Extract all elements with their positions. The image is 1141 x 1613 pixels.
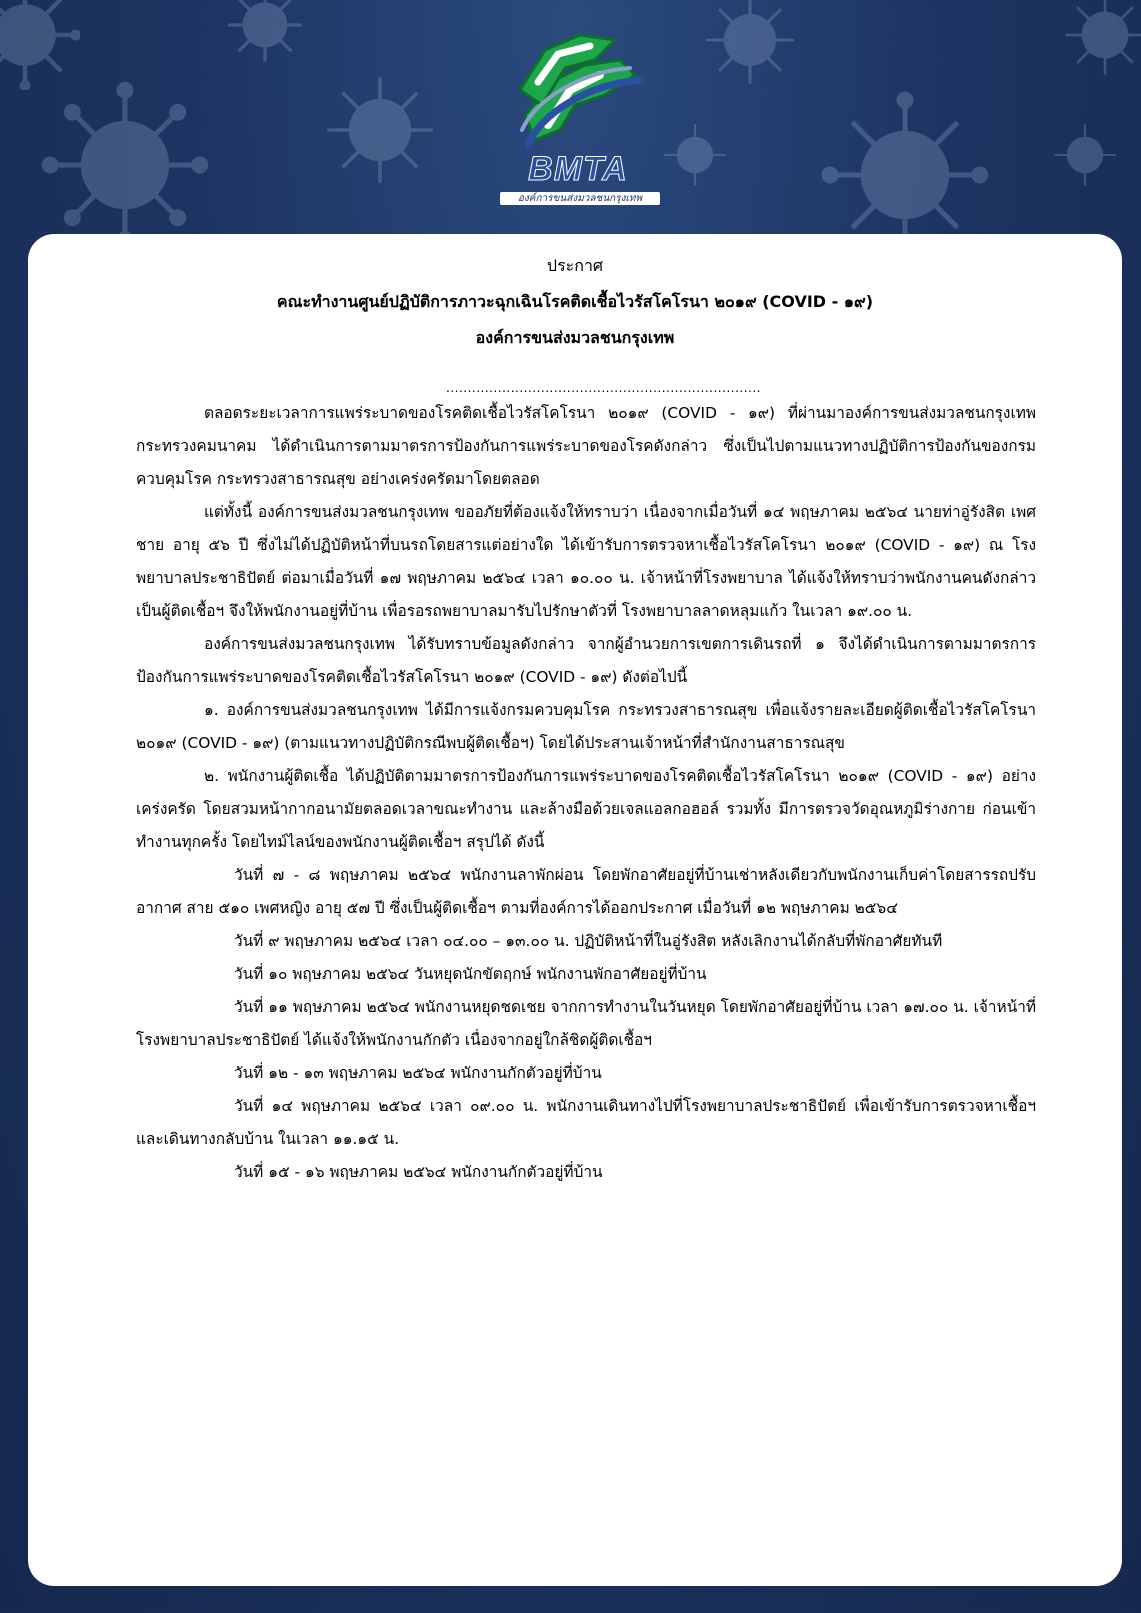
virus-illustration	[1060, 0, 1141, 80]
timeline-entry: วันที่ ๑๐ พฤษภาคม ๒๕๖๔ วันหยุดนักขัตฤกษ์ พนักงานพักอาศัยอยู่ที่บ้าน	[234, 965, 707, 983]
body-paragraph: แต่ทั้งนี้ องค์การขนส่งมวลชนกรุงเทพ ขออภัยที่ต้องแจ้งให้ทราบว่า เนื่องจากเมื่อวันที่ ๑๔ พฤษภาคม ๒๕๖๔ นายท่าอู่รังสิต เพศชาย อายุ ๕๖ ปี ซึ่งไม่ได้ปฏิบัติหน้าที่บนรถโดยสารแต่อย่างใด ได้เข้ารับการตรวจหาเชื้อไวรัสโคโรนา ๒๐๑๙ (COVID - ๑๙) ณ โรงพยาบาลประชาธิปัตย์ ต่อมาเมื่อวันที่ ๑๗ พฤษภาคม ๒๕๖๔ เวลา ๑๐.๐๐ น. เจ้าหน้าที่โรงพยาบาล ได้แจ้งให้ทราบว่าพนักงานคนดังกล่าวเป็นผู้ติดเชื้อฯ จึงให้พนักงานอยู่ที่บ้าน เพื่อรอรถพยาบาลมารับไปรักษาตัวที่ โรงพยาบาลลาดหลุมแก้ว ในเวลา ๑๙.๐๐ น.	[136, 503, 1036, 620]
timeline-entry: วันที่ ๗ - ๘ พฤษภาคม ๒๕๖๔ พนักงานลาพักผ่อน โดยพักอาศัยอยู่ที่บ้านเช่าหลังเดียวกับพนักงานเก็บค่าโดยสารรถปรับอากาศ สาย ๕๑๐ เพศหญิง อายุ ๕๗ ปี ซึ่งเป็นผู้ติดเชื้อฯ ตามที่องค์การได้ออกประกาศ เมื่อวันที่ ๑๒ พฤษภาคม ๒๕๖๔	[136, 866, 1036, 917]
body-paragraph: ๑. องค์การขนส่งมวลชนกรุงเทพ ได้มีการแจ้งกรมควบคุมโรค กระทรวงสาธารณสุข เพื่อแจ้งรายละเอียดผู้ติดเชื้อไวรัสโคโรนา ๒๐๑๙ (COVID - ๑๙) (ตามแนวทางปฏิบัติกรณีพบผู้ติดเชื้อฯ) โดยได้ประสานเจ้าหน้าที่สำนักงานสาธารณสุข	[136, 701, 1036, 752]
announcement-card	[28, 234, 1122, 1586]
announcement-label: ประกาศ	[546, 256, 604, 275]
organization-title: องค์การขนส่งมวลชนกรุงเทพ	[475, 328, 675, 347]
brand-logo-text: BMTA	[528, 150, 628, 188]
virus-illustration	[0, 0, 80, 90]
virus-illustration	[320, 70, 440, 190]
title-separator: .........................................................................	[446, 381, 761, 395]
timeline-entry: วันที่ ๙ พฤษภาคม ๒๕๖๔ เวลา ๐๔.๐๐ – ๑๓.๐๐ น. ปฏิบัติหน้าที่ในอู่รังสิต หลังเลิกงานได้กลับที่พักอาศัยทันที	[234, 932, 943, 950]
virus-illustration	[700, 0, 800, 90]
body-paragraph: ตลอดระยะเวลาการแพร่ระบาดของโรคติดเชื้อไวรัสโคโรนา ๒๐๑๙ (COVID - ๑๙) ที่ผ่านมาองค์การขนส่งมวลชนกรุงเทพ กระทรวงคมนาคม ได้ดำเนินการตามมาตรการป้องกันการแพร่ระบาดของโรคดังกล่าว ซึ่งเป็นไปตามแนวทางปฏิบัติการป้องกันของกรมควบคุมโรค กระทรวงสาธารณสุข อย่างเคร่งครัดมาโดยตลอด	[136, 404, 1036, 488]
virus-illustration	[660, 120, 730, 190]
timeline-entry: วันที่ ๑๔ พฤษภาคม ๒๕๖๔ เวลา ๐๙.๐๐ น. พนักงานเดินทางไปที่โรงพยาบาลประชาธิปัตย์ เพื่อเข้ารับการตรวจหาเชื้อฯ และเดินทางกลับบ้าน ในเวลา ๑๑.๑๕ น.	[136, 1097, 1036, 1148]
announcement-body	[136, 397, 1036, 1189]
virus-illustration	[40, 80, 210, 250]
virus-illustration	[225, 0, 305, 65]
body-paragraph: ๒. พนักงานผู้ติดเชื้อ ได้ปฏิบัติตามมาตรการป้องกันการแพร่ระบาดของโรคติดเชื้อไวรัสโคโรนา ๒๐๑๙ (COVID - ๑๙) อย่างเคร่งครัด โดยสวมหน้ากากอนามัยตลอดเวลาขณะทำงาน และล้างมือด้วยเจลแอลกอฮอล์ รวมทั้ง มีการตรวจวัดอุณหภูมิร่างกาย ก่อนเข้าทำงานทุกครั้ง โดยไทม์ไลน์ของพนักงานผู้ติดเชื้อฯ สรุปได้ ดังนี้	[136, 767, 1036, 851]
body-paragraph: องค์การขนส่งมวลชนกรุงเทพ ได้รับทราบข้อมูลดังกล่าว จากผู้อำนวยการเขตการเดินรถที่ ๑ จึงได้ดำเนินการตามมาตรการป้องกันการแพร่ระบาดของโรคติดเชื้อไวรัสโคโรนา ๒๐๑๙ (COVID - ๑๙) ดังต่อไปนี้	[136, 635, 1036, 686]
timeline-entry: วันที่ ๑๒ - ๑๓ พฤษภาคม ๒๕๖๔ พนักงานกักตัวอยู่ที่บ้าน	[234, 1064, 602, 1082]
committee-title: คณะทำงานศูนย์ปฏิบัติการภาวะฉุกเฉินโรคติดเชื้อไวรัสโคโรนา ๒๐๑๙ (COVID - ๑๙)	[276, 292, 874, 311]
brand-subtitle: องค์การขนส่งมวลชนกรุงเทพ	[500, 192, 660, 205]
virus-illustration	[1050, 120, 1120, 190]
timeline-entry: วันที่ ๑๑ พฤษภาคม ๒๕๖๔ พนักงานหยุดชดเชย จากการทำงานในวันหยุด โดยพักอาศัยอยู่ที่บ้าน เวลา ๑๗.๐๐ น. เจ้าหน้าที่โรงพยาบาลประชาธิปัตย์ ได้แจ้งให้พนักงานกักตัว เนื่องจากอยู่ใกล้ชิดผู้ติดเชื้อฯ	[136, 998, 1036, 1049]
timeline-entry: วันที่ ๑๕ - ๑๖ พฤษภาคม ๒๕๖๔ พนักงานกักตัวอยู่ที่บ้าน	[234, 1163, 603, 1181]
